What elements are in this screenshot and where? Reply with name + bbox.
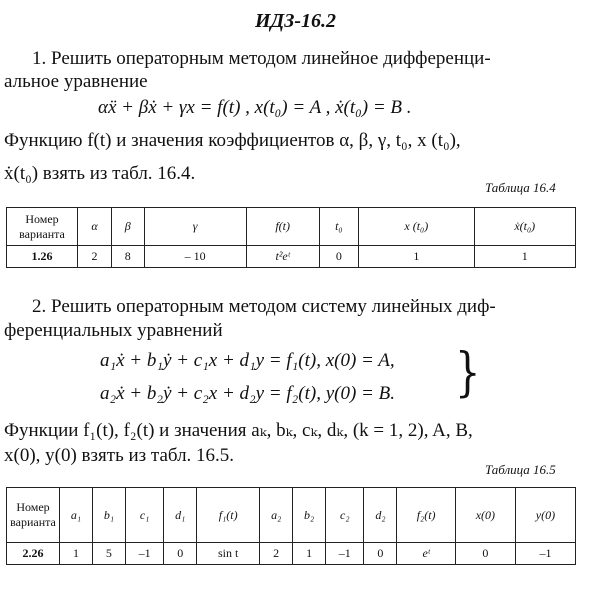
table1-cell-beta: 8 <box>111 246 144 268</box>
task2-line3: Функции f₁(t), f₂(t) и значения aₖ, bₖ, cₖ, dₖ, (k = 1, 2), A, B, <box>4 420 473 441</box>
table2-cell-a2: 2 <box>260 543 293 565</box>
table2-cell-b2: 1 <box>293 543 326 565</box>
table2-header-variant: Номер варианта <box>7 488 60 543</box>
table2-header-y0: y(0) <box>515 488 575 543</box>
table2-header-c2: c₂ <box>326 488 364 543</box>
task2-eq1: a₁ẋ + b₁ẏ + c₁x + d₁y = f₁(t), x(0) = A, <box>100 350 395 371</box>
task2-line2: ференциальных уравнений <box>4 320 223 341</box>
table2-header-row <box>7 488 576 543</box>
table1-cell-t0: 0 <box>319 246 359 268</box>
table2-header-f2: f₂(t) <box>397 488 456 543</box>
table1-cell-alpha: 2 <box>78 246 112 268</box>
table1-cell-gamma: – 10 <box>144 246 246 268</box>
table2-cell-a1: 1 <box>60 543 93 565</box>
table2-cell-b1: 5 <box>92 543 125 565</box>
table1-header-ft: f(t) <box>246 208 319 246</box>
table2-header-a2: a₂ <box>260 488 293 543</box>
table2-header-d1: d₁ <box>164 488 197 543</box>
table2-header-c1: c₁ <box>125 488 163 543</box>
table1-header-alpha: α <box>78 208 112 246</box>
system-brace: } <box>455 343 481 403</box>
table1-cell-variant: 1.26 <box>7 246 78 268</box>
table1-cell-xt0: 1 <box>359 246 474 268</box>
task2-line4: x(0), y(0) взять из табл. 16.5. <box>4 445 235 466</box>
table2-cell-f1: sin t <box>197 543 260 565</box>
table2-caption: Таблица 16.5 <box>485 462 556 477</box>
table2-cell-f2: eᵗ <box>397 543 456 565</box>
page-title: ИДЗ-16.2 <box>254 10 337 32</box>
table-16-5 <box>6 487 576 565</box>
table2-header-b2: b₂ <box>293 488 326 543</box>
task2-eq2: a₂ẋ + b₂ẏ + c₂x + d₂y = f₂(t), y(0) = B. <box>100 383 395 404</box>
table1-header-beta: β <box>111 208 144 246</box>
table1-header-t0: t₀ <box>319 208 359 246</box>
table1-cell-dxt0: 1 <box>474 246 576 268</box>
table2-header-d2: d₂ <box>364 488 397 543</box>
table2-cell-y0: –1 <box>515 543 575 565</box>
task1-line4: ẋ(t₀) взять из табл. 16.4. <box>4 163 196 184</box>
table2-cell-c2: –1 <box>326 543 364 565</box>
table2-header-x0: x(0) <box>455 488 515 543</box>
task1-equation: αẍ + βẋ + γx = f(t) , x(t₀) = A , ẋ(t₀) = B . <box>98 97 412 118</box>
table1-header-row <box>7 208 576 246</box>
task1-line3: Функцию f(t) и значения коэффициентов α, β, γ, t₀, x (t₀), <box>4 130 461 151</box>
table1-cell-ft: t²eᵗ <box>246 246 319 268</box>
task1-line1: 1. Решить операторным методом линейное дифференци- <box>32 48 491 69</box>
table1-header-gamma: γ <box>144 208 246 246</box>
table2-cell-x0: 0 <box>455 543 515 565</box>
task1-line2: альное уравнение <box>4 71 148 92</box>
table1-header-dxt0: ẋ(t₀) <box>474 208 576 246</box>
table2-cell-variant: 2.26 <box>7 543 60 565</box>
table1-header-variant: Номер варианта <box>7 208 78 246</box>
table2-header-b1: b₁ <box>92 488 125 543</box>
table1-header-xt0: x (t₀) <box>359 208 474 246</box>
table2-row <box>7 543 576 565</box>
table2-header-f1: f₁(t) <box>197 488 260 543</box>
table1-row <box>7 246 576 268</box>
table1-caption: Таблица 16.4 <box>485 180 556 195</box>
task2-line1: 2. Решить операторным методом систему линейных диф- <box>32 296 496 317</box>
table2-header-a1: a₁ <box>60 488 93 543</box>
table-16-4 <box>6 207 576 268</box>
table2-cell-d2: 0 <box>364 543 397 565</box>
table2-cell-c1: –1 <box>125 543 163 565</box>
table2-cell-d1: 0 <box>164 543 197 565</box>
